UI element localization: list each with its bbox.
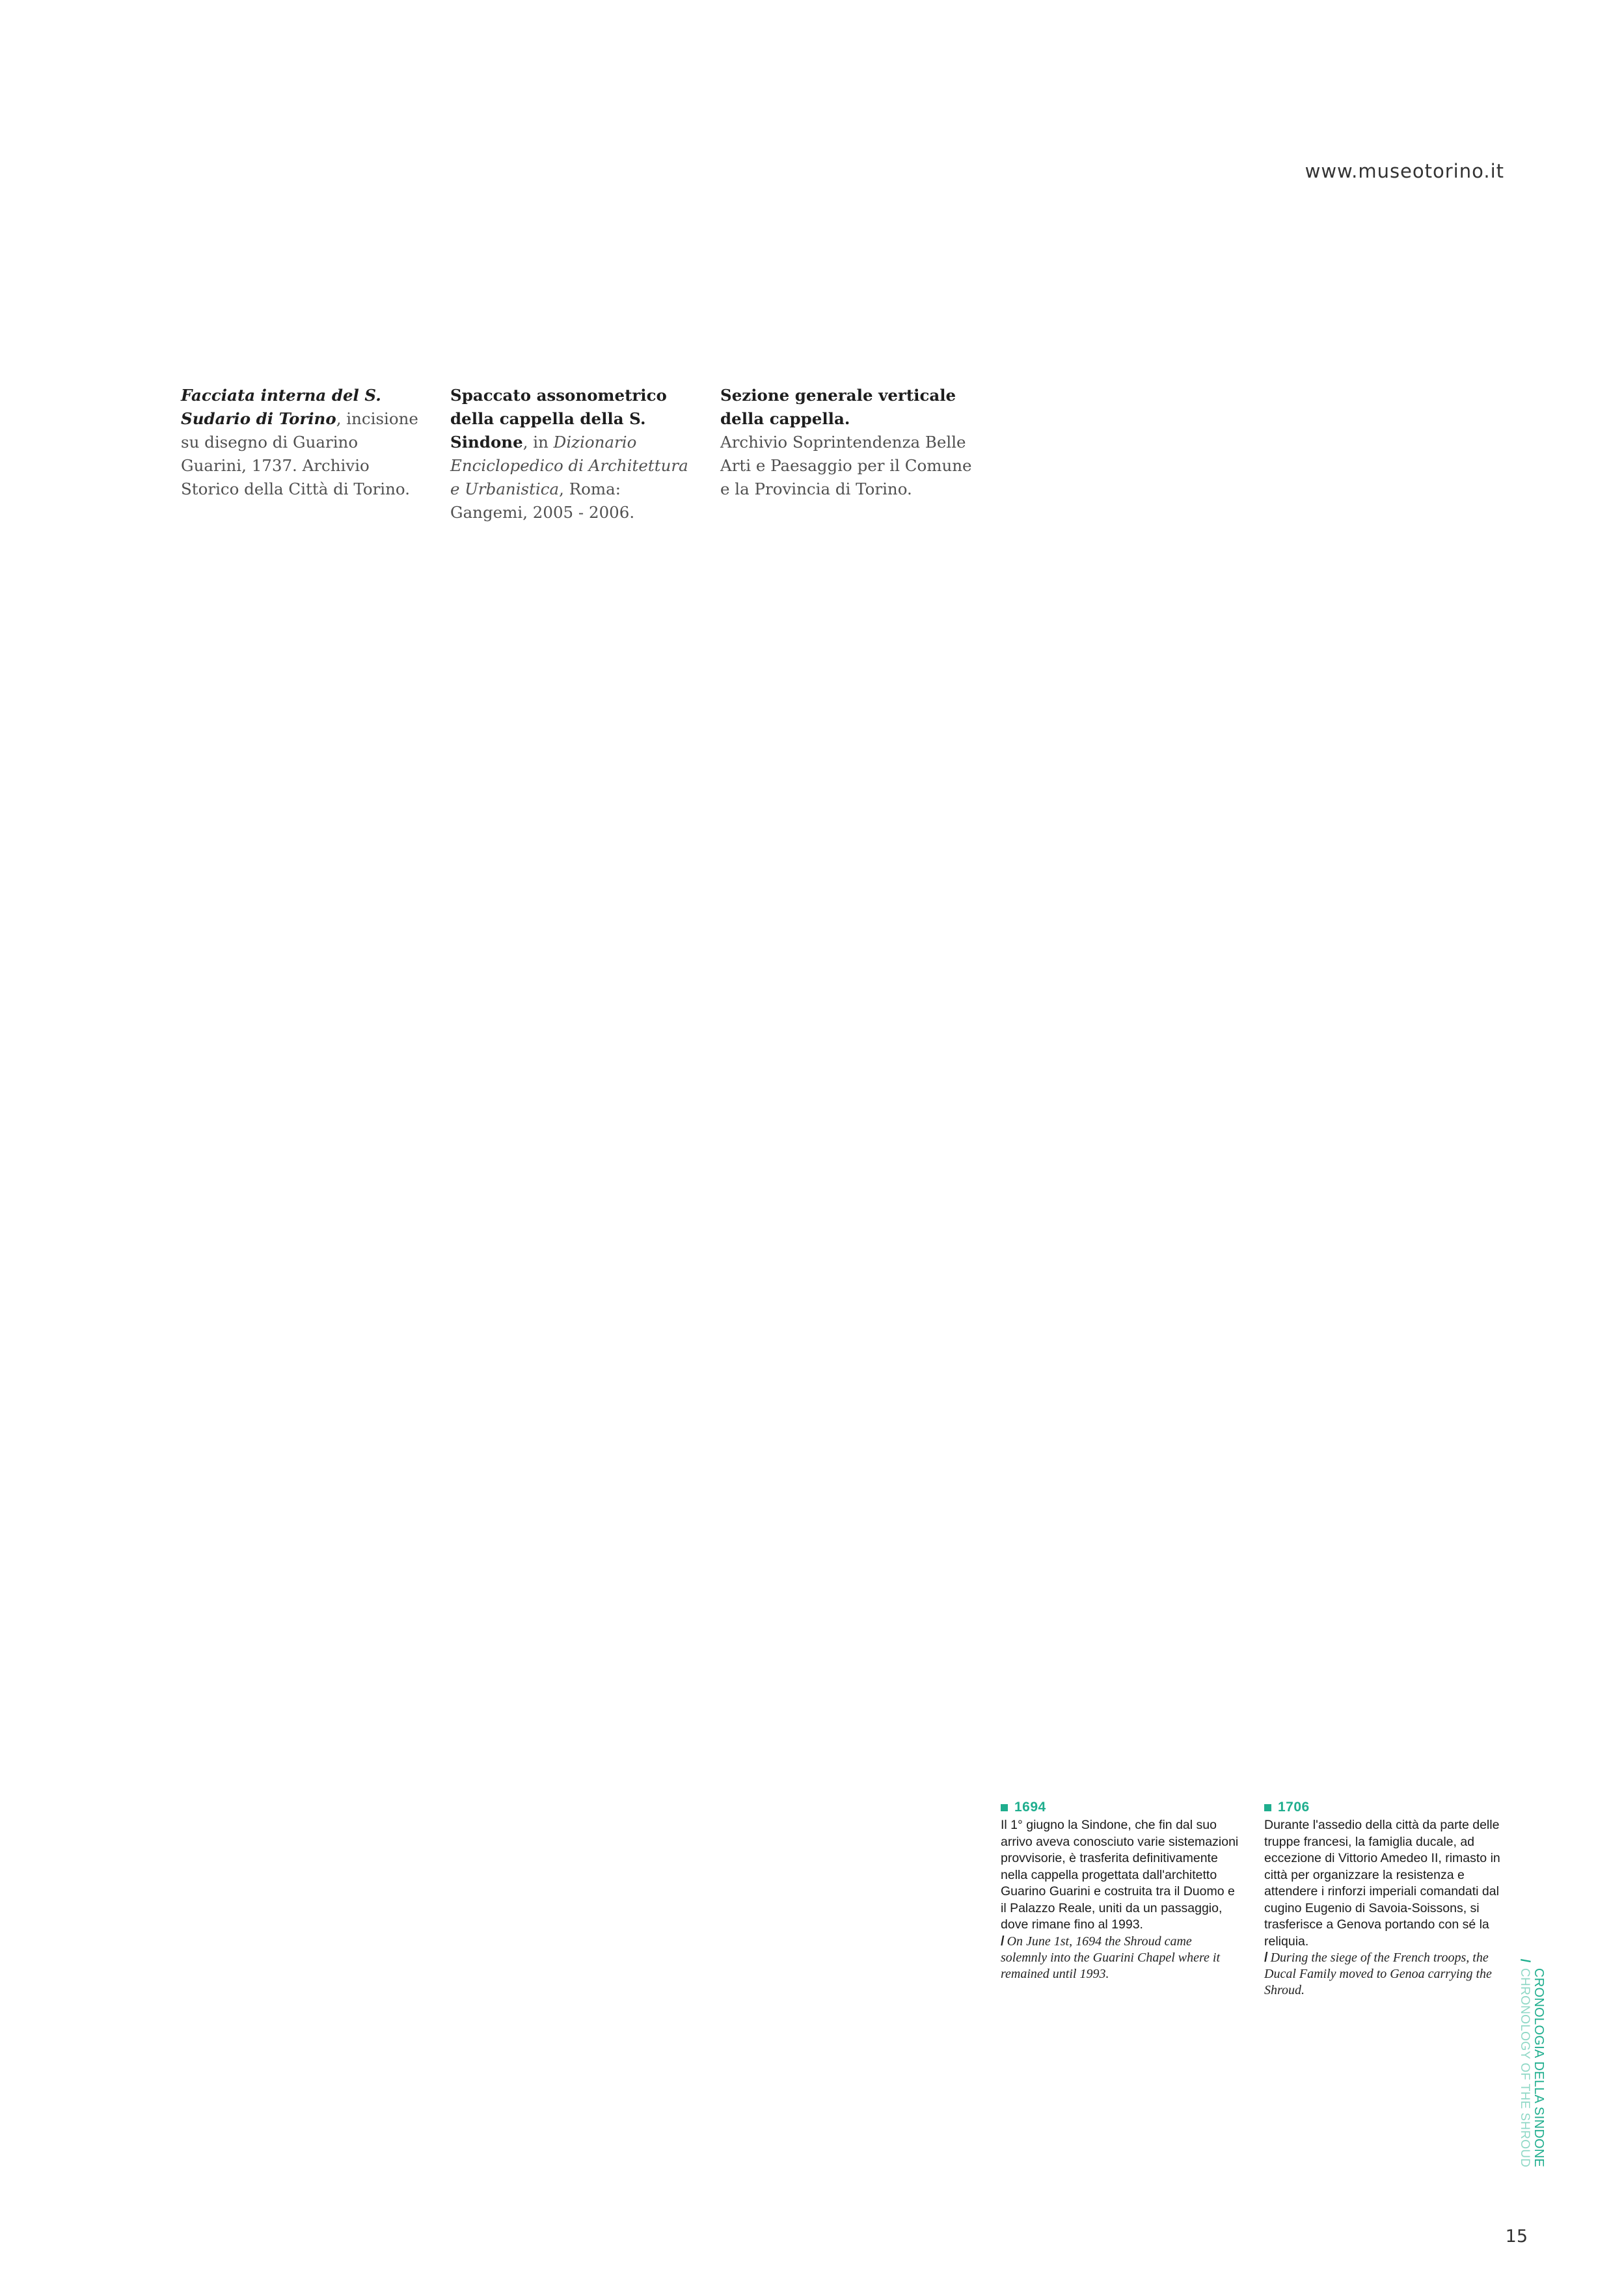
caption-text: , incisione su disegno di Guarino Guarini, 1737. Archivio Storico della Città di Torino. (181, 409, 418, 498)
page-number: 15 (1505, 2226, 1528, 2247)
site-url[interactable]: www.museotorino.it (1305, 160, 1504, 182)
timeline-year (1001, 1798, 1240, 1817)
timeline-text-it: Durante l'assedio della città da parte delle truppe francesi, la famiglia ducale, ad eccezione di Vittorio Amedeo II, rimasto in città per organizzare la resistenza e attendere i rinforzi imperiali comandati dal cugino Eugenio di Savoia-Soissons, si trasferisce a Genova portando con sé la reliquia. (1264, 1818, 1500, 1949)
caption-title: Sezione generale verticale della cappella. (720, 386, 956, 428)
square-bullet-icon (1001, 1804, 1008, 1811)
timeline-text-en (1264, 1950, 1504, 1999)
caption-spaccato (450, 384, 694, 524)
timeline-entry-1706 (1264, 1798, 1504, 1999)
caption-title: Facciata interna del S. Sudario di Torino (181, 386, 381, 428)
timeline-text-en-body: During the siege of the French troops, the Ducal Family moved to Genoa carrying the Shroud. (1264, 1951, 1492, 1997)
caption-sezione (720, 384, 974, 501)
caption-title: Spaccato assonometrico della cappella della S. Sindone (450, 386, 667, 452)
slash-glyph: / (1001, 1934, 1005, 1949)
side-label-main: CRONOLOGIA DELLA SINDONE (1532, 1968, 1546, 2168)
side-label-sub: CHRONOLOGY OF THE SHROUD (1518, 1968, 1532, 2168)
square-bullet-icon (1264, 1804, 1271, 1811)
timeline-text-en-body: On June 1st, 1694 the Shroud came solemnly into the Guarini Chapel where it remained until 1993. (1001, 1934, 1221, 1981)
caption-facciata (181, 384, 425, 501)
year-label: 1706 (1278, 1800, 1310, 1815)
caption-text: Archivio Soprintendenza Belle Arti e Paesaggio per il Comune e la Provincia di Torino. (720, 433, 972, 498)
caption-book-title: Dizionario Enciclopedico di Architettura e Urbanistica (450, 433, 688, 498)
side-label-slash: / (1517, 1958, 1532, 1963)
timeline-text-en (1001, 1934, 1240, 1982)
timeline-text-it: Il 1° giugno la Sindone, che fin dal suo arrivo aveva conosciuto varie sistemazioni provvisorie, è trasferita definitivamente nella cappella progettata dall'architetto Guarino Guarini e costruita tra il Duomo e il Palazzo Reale, uniti da un passaggio, dove rimane fino al 1993. (1001, 1818, 1239, 1932)
year-label: 1694 (1014, 1800, 1046, 1815)
section-side-label (1517, 1968, 1546, 2167)
timeline-year (1264, 1798, 1504, 1817)
slash-glyph: / (1264, 1951, 1268, 1965)
caption-text: , in (522, 433, 554, 452)
caption-text: , Roma: Gangemi, 2005 - 2006. (450, 479, 635, 522)
timeline-entry-1694 (1001, 1798, 1240, 1982)
